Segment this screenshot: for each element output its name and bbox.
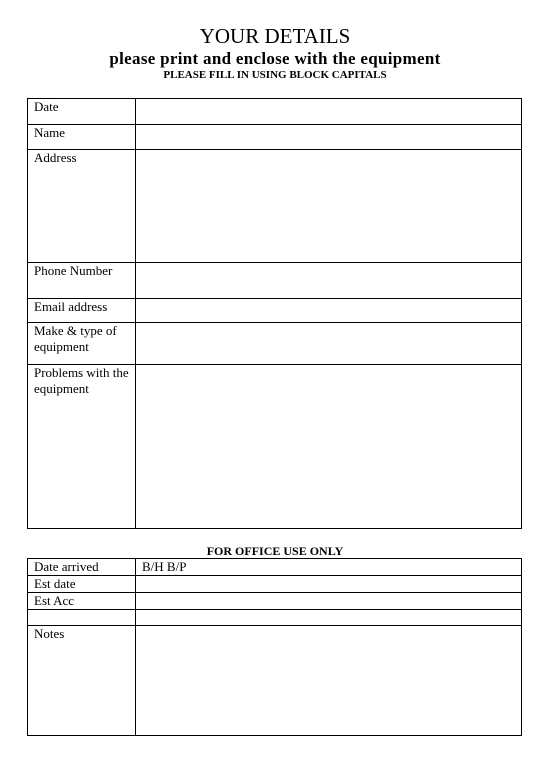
make-type-field[interactable] xyxy=(136,323,522,365)
date-row xyxy=(28,99,522,125)
notes-row xyxy=(28,626,522,736)
problems-row xyxy=(28,365,522,529)
phone-field[interactable] xyxy=(136,263,522,299)
est-acc-field[interactable] xyxy=(136,593,522,610)
name-label: Name xyxy=(28,125,136,150)
form-instruction: PLEASE FILL IN USING BLOCK CAPITALS xyxy=(163,69,387,81)
date-arrived-row xyxy=(28,559,522,576)
email-label: Email address xyxy=(28,299,136,323)
address-row xyxy=(28,150,522,263)
form-subtitle: please print and enclose with the equipment xyxy=(109,49,441,68)
date-arrived-label: Date arrived xyxy=(28,559,136,576)
date-field[interactable] xyxy=(136,99,522,125)
date-arrived-field[interactable] xyxy=(136,559,522,576)
customer-details-table xyxy=(27,98,522,529)
make-type-row xyxy=(28,323,522,365)
name-row xyxy=(28,125,522,150)
email-row xyxy=(28,299,522,323)
office-use-table xyxy=(27,558,522,736)
notes-label: Notes xyxy=(28,626,136,736)
office-use-heading: FOR OFFICE USE ONLY xyxy=(206,544,344,558)
blank-field[interactable] xyxy=(136,610,522,626)
email-field[interactable] xyxy=(136,299,522,323)
form-title: YOUR DETAILS xyxy=(199,24,351,48)
address-field[interactable] xyxy=(136,150,522,263)
problems-label: Problems with the equipment xyxy=(28,365,136,529)
date-label: Date xyxy=(28,99,136,125)
address-label: Address xyxy=(28,150,136,263)
est-acc-label: Est Acc xyxy=(28,593,136,610)
est-date-label: Est date xyxy=(28,576,136,593)
name-field[interactable] xyxy=(136,125,522,150)
make-type-label: Make & type of equipment xyxy=(28,323,136,365)
blank-label xyxy=(28,610,136,626)
notes-field[interactable] xyxy=(136,626,522,736)
est-date-field[interactable] xyxy=(136,576,522,593)
phone-row xyxy=(28,263,522,299)
phone-label: Phone Number xyxy=(28,263,136,299)
est-acc-row xyxy=(28,593,522,610)
blank-row xyxy=(28,610,522,626)
date-arrived-value: B/H B/P xyxy=(142,559,187,574)
est-date-row xyxy=(28,576,522,593)
problems-field[interactable] xyxy=(136,365,522,529)
